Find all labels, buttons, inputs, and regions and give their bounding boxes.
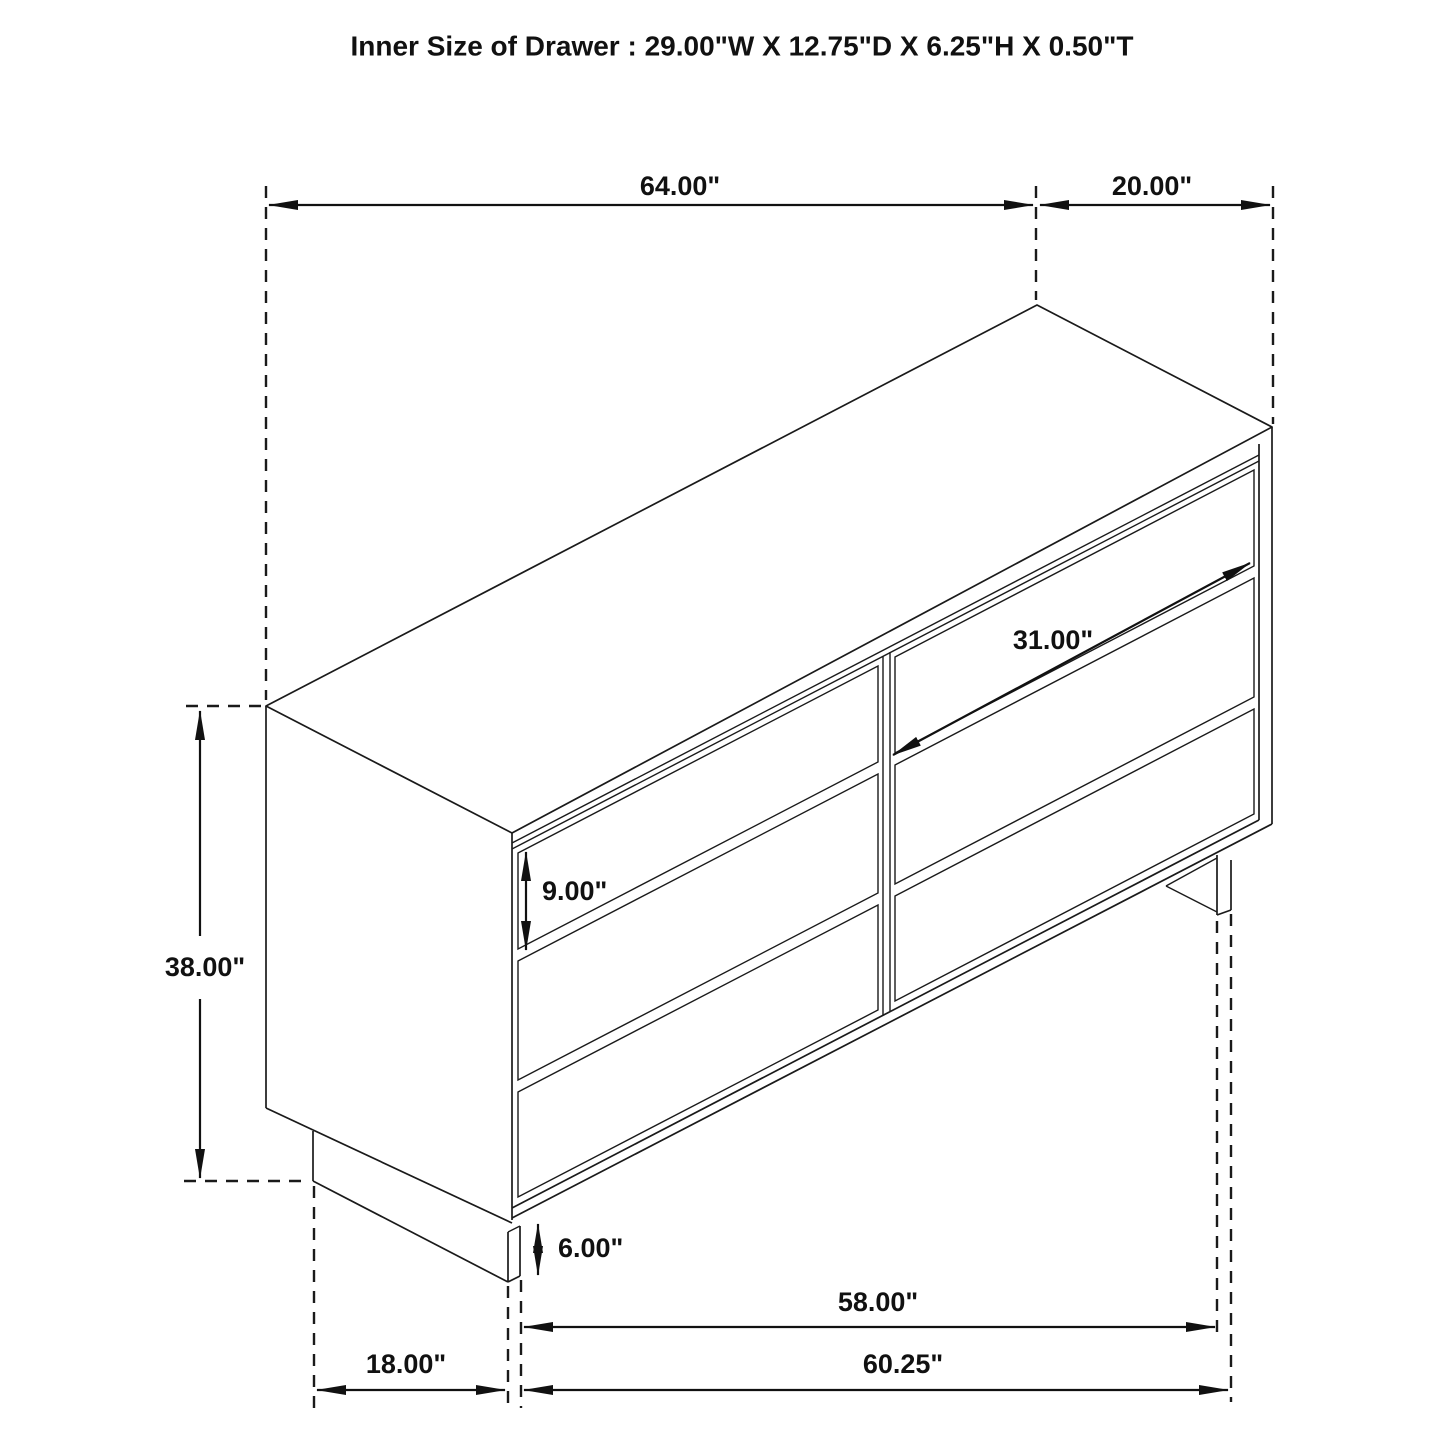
dimension-overall-height bbox=[165, 711, 245, 1178]
base-plinth bbox=[313, 855, 1231, 1282]
drawer-fronts bbox=[518, 470, 1254, 1197]
bottom-rail-line-2 bbox=[512, 824, 1272, 1218]
dimension-top-depth bbox=[1040, 171, 1270, 205]
drawer-right-top bbox=[895, 470, 1254, 753]
top-face bbox=[266, 305, 1272, 833]
drawer-left-middle bbox=[518, 774, 878, 1080]
dimension-base-side-depth bbox=[317, 1349, 505, 1390]
left-side-bottom bbox=[266, 1108, 512, 1223]
base-inner-span-label: 58.00" bbox=[837, 1287, 919, 1317]
drawer-right-bottom bbox=[895, 709, 1254, 1001]
plinth-top-return bbox=[508, 1226, 520, 1232]
base-side-depth-label: 18.00" bbox=[365, 1349, 447, 1379]
plinth-left-bottom bbox=[313, 1181, 508, 1282]
dimension-base-outer-span bbox=[524, 1349, 1228, 1390]
bottom-rail-line-1 bbox=[512, 820, 1259, 1208]
drawer-front-height-label: 9.00" bbox=[542, 876, 608, 906]
drawer-opening-width-label: 31.00" bbox=[1012, 625, 1094, 655]
base-outer-span-label: 60.25" bbox=[862, 1349, 944, 1379]
drawer-left-top bbox=[518, 666, 878, 949]
plinth-bottom-return bbox=[508, 1276, 520, 1282]
dimension-top-width bbox=[269, 171, 1033, 205]
diagram-title: Inner Size of Drawer : 29.00"W X 12.75"D X 6.25"H X 0.50"T bbox=[350, 30, 1134, 62]
extension-lines bbox=[184, 186, 1273, 1410]
overall-height-label: 38.00" bbox=[164, 952, 246, 982]
top-depth-label: 20.00" bbox=[1111, 171, 1193, 201]
dresser-body bbox=[266, 305, 1272, 1223]
base-height-label: 6.00" bbox=[558, 1233, 624, 1263]
top-width-label: 64.00" bbox=[639, 171, 721, 201]
leg-wedge-top bbox=[1166, 858, 1217, 886]
dimension-base-inner-span bbox=[524, 1287, 1215, 1327]
drawer-right-middle bbox=[895, 578, 1254, 884]
top-rail-line-1 bbox=[512, 455, 1259, 843]
dimension-base-height bbox=[538, 1224, 623, 1275]
leg-bottom-edge bbox=[1217, 910, 1231, 915]
leg-wedge-bottom bbox=[1166, 886, 1217, 912]
drawer-left-bottom bbox=[518, 905, 878, 1197]
